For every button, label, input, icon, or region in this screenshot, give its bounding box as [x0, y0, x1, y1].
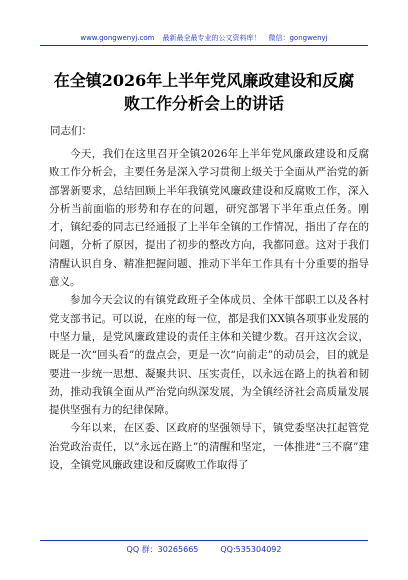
header-slogan: 最新最全最专业的公文资料库！	[162, 34, 261, 42]
page-footer	[0, 544, 408, 555]
title-line-1: 在全镇2026年上半年党风廉政建设和反腐	[53, 71, 355, 90]
title-line-2: 败工作分析会上的讲话	[123, 94, 284, 113]
page-header	[0, 33, 408, 43]
footer-qq-group: QQ 群：30265665	[126, 545, 199, 554]
footer-divider	[40, 540, 368, 541]
document-body	[49, 145, 369, 474]
paragraph: 今天，我们在这里召开全镇2026年上半年党风廉政建设和反腐败工作分析会，主要任务是深入学习贯彻上级关于全面从严治党的新部署新要求，总结回顾上半年我镇党风廉政建设和反腐败工作，深入分析当前面临的形势和存在的问题，研究部署下半年重点任务。刚才，镇纪委的同志已经通报了上半年全镇的工作情况，指出了存在的问题，分析了原因，提出了初步的整改方向，我都同意。这对于我们清醒认识自身、精准把握问题、推动下半年工作具有十分重要的指导意义。	[49, 148, 369, 289]
document-title	[40, 69, 368, 115]
header-divider	[40, 45, 368, 46]
footer-qq: QQ:535304092	[220, 545, 282, 554]
paragraph: 参加今天会议的有镇党政班子全体成员、全体干部职工以及各村党支部书记。可以说，在座的每一位，都是我们XX镇各项事业发展的中坚力量，是党风廉政建设的责任主体和关键少数。召开这次会议，既是一次“回头看”的盘点会，更是一次“向前走”的动员会，目的就是要进一步统一思想、凝聚共识、压实责任，以永远在路上的执着和韧劲，推动我镇全面从严治党向纵深发展，为全镇经济社会高质量发展提供坚强有力的纪律保障。	[49, 294, 369, 417]
site-link[interactable]: www.gongwenyj.com	[80, 34, 155, 42]
paragraph: 今年以来，在区委、区政府的坚强领导下，镇党委坚决扛起管党治党政治责任，以“永远在路上”的清醒和坚定，一体推进“三不腐”建设，全镇党风廉政建设和反腐败工作取得了	[49, 422, 369, 472]
salutation: 同志们：	[50, 125, 92, 137]
header-wechat: 微信：gongwenyj	[268, 34, 328, 42]
